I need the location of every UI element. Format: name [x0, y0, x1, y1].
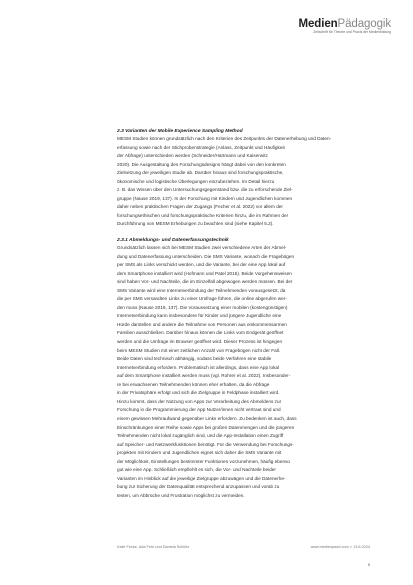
- text-line: gut wie eine App. Schließlich empfiehlt es sich, die Vor- und Nachteile beider: [117, 467, 276, 473]
- text-line: testen, um Abbrüche und Frustration möglichst zu vermeiden.: [117, 492, 245, 498]
- text-line: gruppe (Nause 2019, 137). In der Forschung mit Kindern und Jugendlichen kommen: [117, 195, 293, 201]
- logo-wordmark: [299, 18, 391, 30]
- section-heading: 2.3 Varianten der Mobile Experience Sampling Method: [117, 129, 243, 134]
- paragraph-2: [117, 244, 375, 500]
- text-line: auf Speicher- und Netzwerkfunktionen benötigt. Für die Verwendung bei Forschungs-: [117, 441, 294, 447]
- text-line: einem gewissen Mehraufwand gegenüber Links erfordern. Zu bedenken ist auch, dass: [117, 415, 297, 421]
- text-line: Teilnehmenden nicht lokal zugänglich sind, und die App-Installation einen Zugriff: [117, 433, 284, 439]
- journal-logo: [299, 18, 391, 34]
- text-line: sind haben Vor- und Nachteile, die im Einzelfall abgewogen werden müssen. Bei der: [117, 279, 293, 285]
- text-line: forschungsethischen und forschungspraktische Kriterien hinzu, die im Rahmen der: [117, 212, 289, 218]
- text-line: Varianten im Hinblick auf die jeweilige Zielgruppe abzuwägen und die Datenerhe-: [117, 475, 286, 481]
- text-line: der Möglichkeit, Einstellungen bestimmter Funktionen vorzunehmen, häufig ebenso: [117, 458, 291, 464]
- text-line: den muss (Nause 2019, 137). Die Voraussetzung einer mobilen (kostengünstigen): [117, 304, 288, 310]
- text-line: Hürde darstellen und andere die Teilnahme von Personen aus einkommensarmen: [117, 321, 287, 327]
- text-line: Zielsetzung der jeweiligen Studie ab. Darüber hinaus sind forschungspraktische,: [117, 170, 284, 176]
- article-body: [117, 128, 375, 500]
- text-line: Familien ausschließen. Darüber hinaus können die Links vom Endgerät geöffnet: [117, 330, 284, 336]
- paragraph-1: [117, 135, 375, 229]
- text-line: Forschung in die Programmierung der App Nutzer/innen nicht vertraut sind und: [117, 407, 281, 413]
- logo-main-text: Medien: [298, 18, 338, 30]
- text-line: SMS Variante wird eine Internetverbindung der Teilnehmenden vorausgesetzt, da: [117, 287, 286, 293]
- logo-accent-text: Pädagogik: [337, 18, 391, 30]
- footer-url: www.medienpaed.com > 13.6.2024: [310, 545, 370, 549]
- text-line: Internetverbindung kann insbesondere für Kinder und jüngere Jugendliche eine: [117, 313, 282, 319]
- footer-authors: Kalle Fecke, Ada Fehr und Daniela Schlütz: [117, 545, 190, 549]
- text-line: re bei erwachsenen Teilnehmenden können eher erhalten, da die Abfrage: [117, 381, 270, 387]
- text-line: MESM Studien können grundsätzlich nach den Kriterien des Zeitpunkts der Datenerhebung und Daten-: [117, 136, 332, 141]
- logo-subtitle: Zeitschrift für Theorie und Praxis der Medienbildung: [313, 30, 391, 34]
- page-number: 5: [367, 562, 370, 567]
- text-line: per SMS als Links verschickt werden, und die Variante, bei der eine App lokal auf: [117, 262, 286, 268]
- text-line: Grundsätzlich lassen sich bei MESM Studien zwei verschiedene Arten der Abmel-: [117, 245, 287, 251]
- text-line: in der Privatsphäre erfolgt und sich die Zielgruppe in Feldphase installiert wird.: [117, 390, 280, 396]
- text-line: ökonomische und logistische Überlegungen einzubeziehen. Im Detail hierzu: [117, 178, 275, 184]
- text-line: auf dem Smartphone installiert werden muss (vgl. Rohrer et al. 2022). Insbesonder-: [117, 373, 291, 379]
- text-line: bung zur Sicherung der Datenqualität entsprechend anzupassen und vorab zu: [117, 484, 280, 490]
- text-line: Einschränkungen einer Reihe sowie Apps bei großen Datenmengen und die jüngeren: [117, 424, 295, 430]
- text-line: 2020). Die Ausgestaltung des Forschungsdesigns hängt dabei von den konkreten: [117, 161, 286, 167]
- text-line: beim MESM Studien mit einer zeitlichen Anzahl von Fragebögen nicht der Fall.: [117, 347, 281, 353]
- text-line: daher neben praktischen Fragen der Zugangs (Fecher et al. 2022) vor allem der: [117, 204, 283, 210]
- text-line: die per SMS versandten Links zu einer Umfrage führen, die online abgerufen wer-: [117, 296, 287, 302]
- text-line: werden und die Umfrage im Browser geöffnet wird. Dieser Prozess ist hingegen: [117, 339, 283, 345]
- text-line: Internetverbindung erfordern. Problematisch ist allerdings, dass eine App lokal: [117, 364, 280, 370]
- text-line: z. B. das Wissen über den Untersuchungsgegenstand bzw. die zu erforschende Ziel-: [117, 187, 293, 193]
- text-line: Hinzu kommt, dass der Nutzung von Apps zur Verarbeitung des Abmeldens zur: [117, 398, 282, 404]
- text-line: dem Smartphone installiert wird (Hofmann und Patel 2015). Beide Vorgehensweisen: [117, 270, 292, 276]
- text-line: der Abfrage) unterschieden werden (Schneider/Hartmann und Kaiserwitz: [117, 153, 268, 159]
- text-line: projekten mit Kindern und Jugendlichen eignet sich daher die SMS Variante mit: [117, 450, 282, 456]
- text-line: erfassung sowie nach der Stichprobenstrategie (Anlass, Zeitpunkt und Häufigkeit: [117, 144, 285, 150]
- text-line: Durchführung von MESM Erhebungen zu beachten sind (siehe Kapitel 5.2).: [117, 221, 274, 227]
- text-line: dung und Datenerfassung unterscheiden. Die SMS Variante, wonach die Fragebögen: [117, 253, 295, 259]
- subsection-heading: 2.3.1 Abmeldungs- und Datenerfassungstechnik: [117, 238, 229, 244]
- text-line: Beide Daten sind technisch abhängig, sodass beide Verfahren eine stabile: [117, 356, 272, 362]
